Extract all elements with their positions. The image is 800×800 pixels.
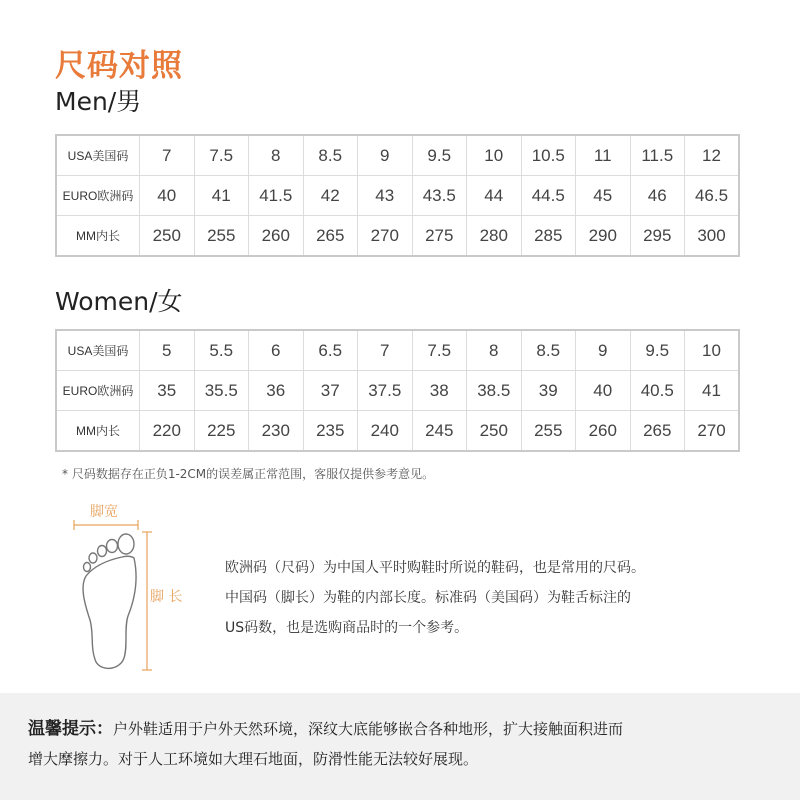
description-line: US码数，也是选购商品时的一个参考。 <box>225 620 469 636</box>
table-cell: 9.5 <box>412 135 467 176</box>
table-cell: 300 <box>685 216 740 257</box>
table-cell: 38 <box>412 371 467 411</box>
table-cell: 6.5 <box>303 330 358 371</box>
table-cell: 41 <box>685 371 740 411</box>
table-cell: 9.5 <box>630 330 685 371</box>
table-cell: 255 <box>194 216 249 257</box>
table-cell: 8.5 <box>521 330 576 371</box>
table-row <box>56 176 739 216</box>
tip-content-1: 户外鞋适用于户外天然环境，深纹大底能够嵌合各种地形，扩大接触面积进而 <box>113 720 624 738</box>
table-cell: 46 <box>630 176 685 216</box>
table-cell: 10 <box>467 135 522 176</box>
table-cell: 9 <box>358 135 413 176</box>
table-cell: 275 <box>412 216 467 257</box>
description-line: 中国码（脚长）为鞋的内部长度。标准码（美国码）为鞋舌标注的 <box>225 590 631 606</box>
table-cell: 225 <box>194 411 249 452</box>
page-title: 尺码对照 <box>55 48 183 84</box>
table-cell: 40 <box>140 176 195 216</box>
row-label: EURO欧洲码 <box>56 176 140 216</box>
table-cell: 255 <box>521 411 576 452</box>
table-cell: 41.5 <box>249 176 304 216</box>
table-cell: 270 <box>685 411 740 452</box>
table-cell: 35.5 <box>194 371 249 411</box>
men-section-title: Men/男 <box>55 87 142 116</box>
table-cell: 46.5 <box>685 176 740 216</box>
women-size-table <box>55 329 740 452</box>
table-cell: 7 <box>358 330 413 371</box>
size-description <box>225 553 755 643</box>
table-cell: 290 <box>576 216 631 257</box>
table-cell: 39 <box>521 371 576 411</box>
table-cell: 43.5 <box>412 176 467 216</box>
table-cell: 8 <box>249 135 304 176</box>
table-cell: 235 <box>303 411 358 452</box>
table-row <box>56 216 739 257</box>
table-cell: 270 <box>358 216 413 257</box>
foot-length-label: 脚 长 <box>150 589 183 605</box>
table-cell: 8 <box>467 330 522 371</box>
row-label: USA美国码 <box>56 330 140 371</box>
table-cell: 11 <box>576 135 631 176</box>
table-cell: 295 <box>630 216 685 257</box>
foot-measurement-figure <box>68 496 198 686</box>
row-label: EURO欧洲码 <box>56 371 140 411</box>
table-cell: 41 <box>194 176 249 216</box>
table-cell: 240 <box>358 411 413 452</box>
table-cell: 9 <box>576 330 631 371</box>
table-cell: 45 <box>576 176 631 216</box>
table-cell: 280 <box>467 216 522 257</box>
foot-width-dimension-line <box>74 520 138 530</box>
table-cell: 7 <box>140 135 195 176</box>
table-row <box>56 330 739 371</box>
table-cell: 40 <box>576 371 631 411</box>
women-section-title: Women/女 <box>55 287 183 316</box>
description-line: 欧洲码（尺码）为中国人平时购鞋时所说的鞋码，也是常用的尺码。 <box>225 560 645 576</box>
tip-line-1 <box>28 714 780 744</box>
row-label: USA美国码 <box>56 135 140 176</box>
table-cell: 38.5 <box>467 371 522 411</box>
table-cell: 37.5 <box>358 371 413 411</box>
table-cell: 7.5 <box>194 135 249 176</box>
table-cell: 260 <box>249 216 304 257</box>
table-cell: 44 <box>467 176 522 216</box>
table-cell: 11.5 <box>630 135 685 176</box>
table-cell: 250 <box>140 216 195 257</box>
row-label: MM内长 <box>56 411 140 452</box>
foot-measurement-diagram <box>68 496 198 686</box>
foot-outline-icon <box>83 534 136 668</box>
table-cell: 5.5 <box>194 330 249 371</box>
table-cell: 220 <box>140 411 195 452</box>
table-cell: 5 <box>140 330 195 371</box>
table-row <box>56 135 739 176</box>
table-cell: 245 <box>412 411 467 452</box>
tip-line-2: 增大摩擦力。对于人工环境如大理石地面，防滑性能无法较好展现。 <box>28 750 479 768</box>
men-size-table <box>55 134 740 257</box>
table-cell: 7.5 <box>412 330 467 371</box>
table-cell: 44.5 <box>521 176 576 216</box>
table-cell: 265 <box>303 216 358 257</box>
table-cell: 10.5 <box>521 135 576 176</box>
table-cell: 36 <box>249 371 304 411</box>
table-cell: 230 <box>249 411 304 452</box>
table-cell: 285 <box>521 216 576 257</box>
tip-label: 温馨提示： <box>28 719 113 739</box>
table-cell: 40.5 <box>630 371 685 411</box>
table-cell: 43 <box>358 176 413 216</box>
table-cell: 250 <box>467 411 522 452</box>
row-label: MM内长 <box>56 216 140 257</box>
table-cell: 8.5 <box>303 135 358 176</box>
table-cell: 35 <box>140 371 195 411</box>
table-cell: 37 <box>303 371 358 411</box>
foot-width-label: 脚宽 <box>90 504 118 520</box>
table-cell: 6 <box>249 330 304 371</box>
size-error-note: * 尺码数据存在正负1-2CM的误差属正常范围，客服仅提供参考意见。 <box>62 467 435 481</box>
table-cell: 42 <box>303 176 358 216</box>
table-cell: 265 <box>630 411 685 452</box>
tip-text <box>28 714 780 774</box>
table-cell: 12 <box>685 135 740 176</box>
table-row <box>56 411 739 452</box>
table-cell: 10 <box>685 330 740 371</box>
table-cell: 260 <box>576 411 631 452</box>
table-row <box>56 371 739 411</box>
